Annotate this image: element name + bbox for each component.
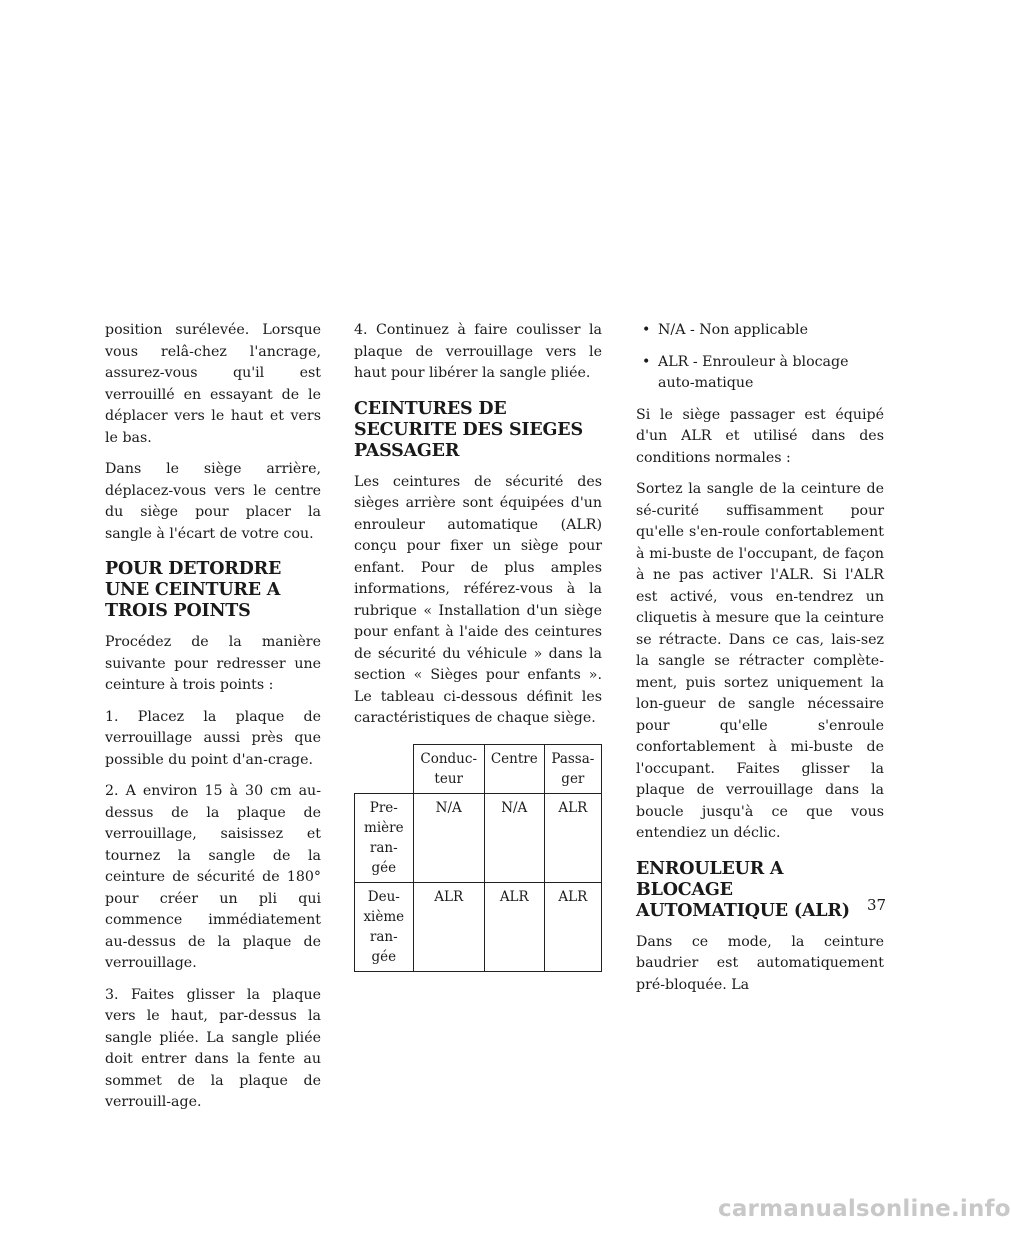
section-heading: CEINTURES DE SECURITE DES SIEGES PASSAGER [354,398,583,461]
section-heading: ENROULEUR A BLOCAGE AUTOMATIQUE (ALR) [636,858,850,921]
column-right [636,320,887,1006]
step-2: 2. A environ 15 à 30 cm au-dessus de la plaque de verrouillage, saisissez et tournez la sangle de la ceinture de sécurité de 180° pour créer un pli qui commence immédiatement au-dessus de la plaque de verrouillage. [105,783,321,971]
column-middle [354,320,602,972]
table-cell: N/A [484,793,544,882]
step-1: 1. Placez la plaque de verrouillage aussi près que possible du point d'an-crage. [105,708,321,768]
paragraph: Si le siège passager est équipé d'un ALR et utilisé dans des conditions normales : [636,406,884,466]
step-3: 3. Faites glisser la plaque vers le haut, par-dessus la sangle pliée. La sangle pliée doit entrer dans la fente au sommet de la plaque de verrouill-age. [105,986,321,1110]
paragraph: Les ceintures de sécurité des sièges arrière sont équipées d'un enrouleur automatique (ALR) conçu pour fixer un siège pour enfant. Pour de plus amples informations, référez-vous à la rubrique « Installation d'un siège pour enfant à l'aide des ceintures de sécurité du véhicule » dans la section « Sièges pour enfants ». Le tableau ci-dessous définit les caractéristiques de chaque siège. [354,473,602,726]
paragraph: Sortez la sangle de la ceinture de sé-curité suffisamment pour qu'elle s'en-roule confortablement à mi-buste de l'occupant, de façon à ne pas activer l'ALR. Si l'ALR est activé, vous en-tendrez un cliquetis à mesure que la ceinture se rétracte. Dans ce cas, lais-sez la sangle se rétracter complète-ment, puis sortez uniquement la lon-gueur de sangle nécessaire pour qu'elle s'enroule confortablement à mi-buste de l'occupant. Faites glisser la plaque de verrouillage dans la boucle jusqu'à ce que vous entendiez un déclic. [636,481,884,841]
table-header-row [355,744,602,793]
table-cell: ALR [484,882,544,971]
table-row-label: Deu-xième ran-gée [355,882,414,971]
table-row-label: Pre-mière ran-gée [355,793,414,882]
table-cell: ALR [413,882,484,971]
table-cell: N/A [413,793,484,882]
bullet-icon: • [642,322,651,338]
paragraph: Dans le siège arrière, déplacez-vous vers le centre du siège pour placer la sangle à l'écart de votre cou. [105,461,321,542]
bullet-list [636,320,884,395]
page-number: 37 [867,896,887,914]
list-item-text: ALR - Enrouleur à blocage auto-matique [658,353,849,391]
table-header-cell: Conduc-teur [413,744,484,793]
step-4: 4. Continuez à faire coulisser la plaque de verrouillage vers le haut pour libérer la sangle pliée. [354,322,602,381]
table-corner-cell [355,744,414,793]
list-item-text: N/A - Non applicable [658,322,808,338]
column-left [105,320,321,1124]
section-heading: POUR DETORDRE UNE CEINTURE A TROIS POINTS [105,559,282,621]
paragraph: position surélevée. Lorsque vous relâ-chez l'ancrage, assurez-vous qu'il est verrouillé en essayant de le déplacer vers le haut et vers le bas. [105,322,321,446]
list-item [636,352,884,395]
table-cell: ALR [544,882,601,971]
seat-belt-table [354,744,602,972]
list-item [636,320,884,342]
table-header-cell: Passa-ger [544,744,601,793]
table-row [355,793,602,882]
table-row [355,882,602,971]
bullet-icon: • [642,353,651,370]
table-header-cell: Centre [484,744,544,793]
paragraph: Dans ce mode, la ceinture baudrier est automatiquement pré-bloquée. La [636,933,884,993]
paragraph: Procédez de la manière suivante pour redresser une ceinture à trois points : [105,634,321,693]
watermark: carmanualsonline.info [718,1196,1011,1222]
table-cell: ALR [544,793,601,882]
